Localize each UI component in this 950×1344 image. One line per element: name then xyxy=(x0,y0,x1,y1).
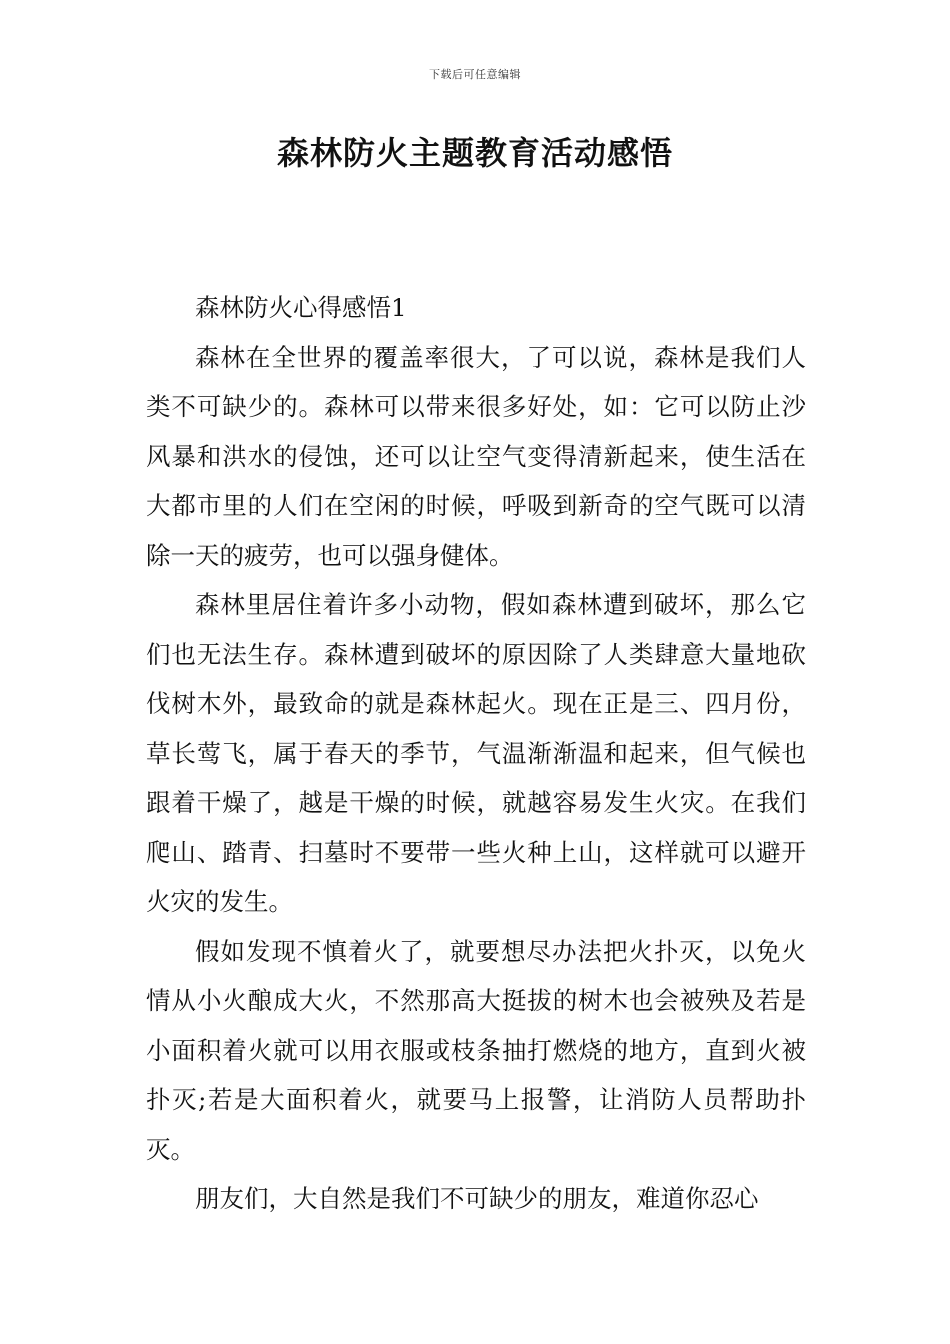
paragraph: 森林在全世界的覆盖率很大，了可以说，森林是我们人类不可缺少的。森林可以带来很多好处，如：它可以防止沙风暴和洪水的侵蚀，还可以让空气变得清新起来，使生活在大都市里的人们在空闲的时候，呼吸到新奇的空气既可以清除一天的疲劳，也可以强身健体。 xyxy=(146,342,806,570)
document-title: 森林防火主题教育活动感悟 xyxy=(276,134,673,172)
document-body xyxy=(146,283,806,1224)
section-heading: 森林防火心得感悟1 xyxy=(195,293,407,322)
paragraph: 朋友们，大自然是我们不可缺少的朋友，难道你忍心 xyxy=(195,1184,759,1213)
header-note: 下载后可任意编辑 xyxy=(429,68,521,81)
paragraph: 假如发现不慎着火了，就要想尽办法把火扑灭，以免火情从小火酿成大火，不然那高大挺拔的树木也会被殃及若是小面积着火就可以用衣服或枝条抽打燃烧的地方，直到火被扑灭;若是大面积着火，就要马上报警，让消防人员帮助扑灭。 xyxy=(146,936,806,1164)
paragraph: 森林里居住着许多小动物，假如森林遭到破坏，那么它们也无法生存。森林遭到破坏的原因除了人类肆意大量地砍伐树木外，最致命的就是森林起火。现在正是三、四月份，草长莺飞，属于春天的季节，气温渐渐温和起来，但气候也跟着干燥了，越是干燥的时候，就越容易发生火灾。在我们爬山、踏青、扫墓时不要带一些火种上山，这样就可以避开火灾的发生。 xyxy=(146,590,806,916)
